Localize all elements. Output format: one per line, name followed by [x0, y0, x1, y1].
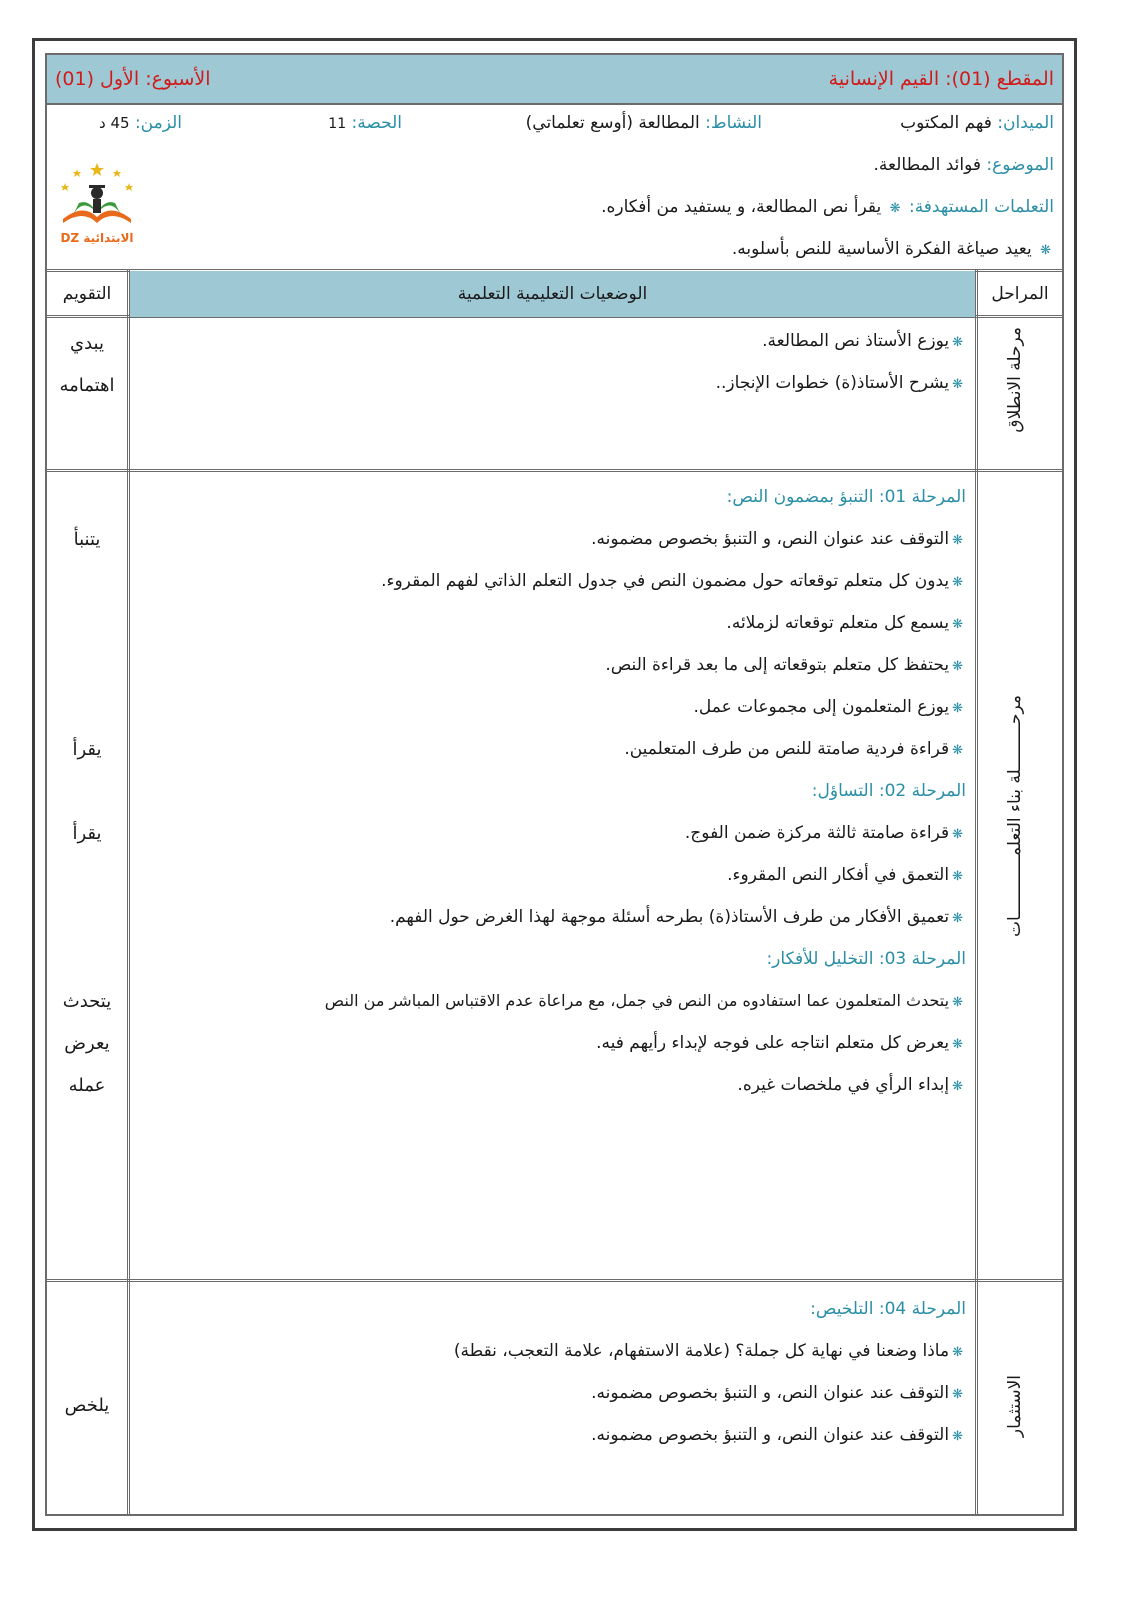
- snowflake-icon: ❋: [952, 1037, 963, 1052]
- logo-text: DZ الابتدائية: [60, 231, 134, 245]
- phase3-text-3: إبداء الرأي في ملخصات غيره.: [737, 1075, 950, 1095]
- build-eval-3: يقرأ: [72, 823, 102, 844]
- stage-launch: مرحلة الانطلاق: [1005, 327, 1025, 433]
- snowflake-icon: ❋: [952, 701, 963, 716]
- launch-text-1: يوزع الأستاذ نص المطالعة.: [762, 331, 950, 351]
- field-label: الميدان:: [997, 113, 1054, 133]
- snowflake-icon: ❋: [952, 1429, 963, 1444]
- header-band: [47, 55, 1062, 105]
- snowflake-icon: ❋: [952, 617, 963, 632]
- phase1-line-5: [693, 697, 966, 717]
- stage-col-border: [975, 269, 978, 1516]
- phase1-text-1: التوقف عند عنوان النص، و التنبؤ بخصوص مضمونه.: [591, 529, 950, 549]
- build-bottom-border: [47, 1279, 1062, 1282]
- phase3-line-1: [325, 991, 966, 1010]
- stage-build: مرحـــــــــلة بناء التعلمــــــــــــات: [1005, 695, 1025, 938]
- snowflake-icon: ❋: [952, 1079, 963, 1094]
- launch-text-2: يشرح الأستاذ(ة) خطوات الإنجاز..: [715, 373, 950, 393]
- phase1-text-2: يدون كل متعلم توقعاته حول مضمون النص في جدول التعلم الذاتي لفهم المقروء.: [381, 571, 950, 591]
- phase3-text-2: يعرض كل متعلم انتاجه على فوجه لإبداء رأيهم فيه.: [596, 1033, 950, 1053]
- snowflake-icon: ❋: [952, 377, 963, 392]
- phase1-text-5: يوزع المتعلمون إلى مجموعات عمل.: [693, 697, 950, 717]
- phase2-line-2: [727, 865, 966, 885]
- phase1-text-3: يسمع كل متعلم توقعاته لزملائه.: [726, 613, 950, 633]
- snowflake-icon: ❋: [952, 911, 963, 926]
- phase-3-title: المرحلة 03: التخليل للأفكار:: [766, 949, 966, 969]
- phase2-line-3: [390, 907, 966, 927]
- phase1-text-6: قراءة فردية صامتة للنص من طرف المتعلمين.: [624, 739, 950, 759]
- activity-value: المطالعة (أوسع تعلماتي): [525, 113, 700, 133]
- header-stages: المراحل: [991, 284, 1049, 304]
- target-1: يقرأ نص المطالعة، و يستفيد من أفكاره.: [601, 197, 882, 217]
- session-value: 11: [328, 116, 347, 132]
- launch-bottom-border: [47, 469, 1062, 472]
- build-eval-2: يقرأ: [72, 739, 102, 760]
- field-value: فهم المكتوب: [900, 113, 992, 133]
- invest-line-2: [591, 1383, 966, 1403]
- topic-label: الموضوع:: [986, 155, 1054, 175]
- session-label: الحصة:: [351, 113, 402, 133]
- targets-label: التعلمات المستهدفة:: [908, 197, 1054, 217]
- time-info: [99, 113, 182, 133]
- build-eval-5: يعرض: [64, 1033, 110, 1054]
- launch-line-1: [762, 331, 966, 351]
- phase2-line-1: [685, 823, 966, 843]
- invest-line-3: [591, 1425, 966, 1445]
- phase3-line-2: [596, 1033, 966, 1053]
- snowflake-icon: ❋: [952, 659, 963, 674]
- snowflake-icon: ❋: [952, 335, 963, 350]
- snowflake-icon: ❋: [952, 995, 963, 1010]
- snowflake-icon: ❋: [952, 1387, 963, 1402]
- target-2-row: [47, 239, 1062, 259]
- phase1-line-4: [605, 655, 966, 675]
- time-value: 45 د: [98, 114, 130, 132]
- snowflake-icon: ❋: [952, 1345, 963, 1360]
- phase1-line-3: [726, 613, 966, 633]
- info-row: [47, 113, 1062, 141]
- week-title: الأسبوع: الأول (01): [55, 68, 211, 90]
- build-eval-6: عمله: [68, 1075, 106, 1096]
- stage-invest: الاستثمار: [1005, 1375, 1025, 1438]
- targets-row: [47, 197, 1062, 217]
- header-situations: الوضعيات التعليمية التعلمية: [130, 271, 975, 317]
- phase-4-title: المرحلة 04: التلخيص:: [810, 1299, 966, 1319]
- segment-title: المقطع (01): القيم الإنسانية: [828, 68, 1054, 90]
- build-eval-1: يتنبأ: [73, 529, 101, 550]
- invest-text-3: التوقف عند عنوان النص، و التنبؤ بخصوص مضمونه.: [591, 1425, 950, 1445]
- invest-text-2: التوقف عند عنوان النص، و التنبؤ بخصوص مضمونه.: [591, 1383, 950, 1403]
- snowflake-icon: ❋: [889, 201, 901, 216]
- snowflake-icon: ❋: [952, 743, 963, 758]
- topic-value: فوائد المطالعة.: [873, 155, 981, 175]
- target-2: يعيد صياغة الفكرة الأساسية للنص بأسلوبه.: [731, 239, 1032, 259]
- snowflake-icon: ❋: [1040, 243, 1051, 258]
- snowflake-icon: ❋: [952, 575, 963, 590]
- session-info: [328, 113, 402, 133]
- phase3-text-1: يتحدث المتعلمون عما استفادوه من النص في جمل، مع مراعاة عدم الاقتباس المباشر من النص: [324, 991, 950, 1010]
- phase1-line-1: [591, 529, 966, 549]
- invest-eval: يلخص: [64, 1395, 110, 1416]
- build-eval-4: يتحدث: [62, 991, 112, 1012]
- field-info: [900, 113, 1054, 133]
- activity-info: [526, 113, 762, 133]
- phase-2-title: المرحلة 02: التساؤل:: [811, 781, 966, 801]
- activity-label: النشاط:: [705, 113, 762, 133]
- topic-row: [47, 155, 1062, 175]
- page-inner-frame: [45, 53, 1064, 1516]
- time-label: الزمن:: [134, 113, 182, 133]
- header-evaluation: التقويم: [62, 284, 112, 304]
- invest-text-1: ماذا وضعنا في نهاية كل جملة؟ (علامة الاستفهام، علامة التعجب، نقطة): [453, 1341, 950, 1361]
- phase2-text-3: تعميق الأفكار من طرف الأستاذ(ة) بطرحه أسئلة موجهة لهذا الغرض حول الفهم.: [389, 907, 950, 927]
- eval-col-border: [127, 269, 130, 1516]
- phase1-line-2: [381, 571, 966, 591]
- launch-eval-1: يبدي: [70, 333, 104, 354]
- phase2-text-1: قراءة صامتة ثالثة مركزة ضمن الفوج.: [684, 823, 950, 843]
- snowflake-icon: ❋: [952, 827, 963, 842]
- phase-1-title: المرحلة 01: التنبؤ بمضمون النص:: [726, 487, 966, 507]
- phase3-line-3: [737, 1075, 966, 1095]
- invest-line-1: [454, 1341, 966, 1361]
- school-logo: [53, 159, 141, 255]
- phase2-text-2: التعمق في أفكار النص المقروء.: [727, 865, 950, 885]
- launch-eval-2: اهتمامه: [59, 375, 115, 396]
- snowflake-icon: ❋: [952, 533, 963, 548]
- snowflake-icon: ❋: [952, 869, 963, 884]
- phase1-text-4: يحتفظ كل متعلم بتوقعاته إلى ما بعد قراءة النص.: [605, 655, 950, 675]
- phase1-line-6: [624, 739, 966, 759]
- page-frame: [32, 38, 1077, 1531]
- launch-line-2: [716, 373, 966, 393]
